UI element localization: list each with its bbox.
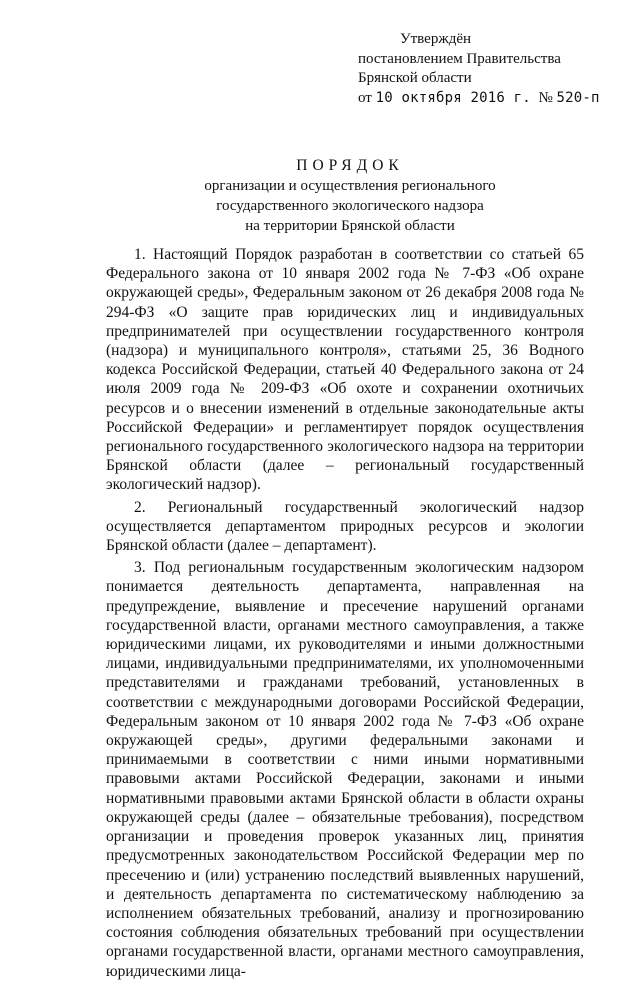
document-body <box>106 245 584 984</box>
approval-line-decree: постановлением Правительства <box>358 50 561 67</box>
approval-date-prefix: от <box>358 89 376 106</box>
approval-line-date <box>358 89 600 109</box>
approval-number-value: 520-п <box>556 89 600 106</box>
title-line-1: организации и осуществления регионального <box>204 178 496 194</box>
paragraph-1: 1. Настоящий Порядок разработан в соответствии со статьей 65 Федерального закона от 10 января 2002 года № 7-ФЗ «Об охране окружающей среды», Федеральным законом от 26 декабря 2008 года № 294-ФЗ «О защите прав юридических лиц и индивидуальных предпринимателей при осуществлении государственного контроля (надзора) и муниципального контроля», статьями 25, 36 Водного кодекса Российской Федерации, статьей 40 Федерального закона от 24 июля 2009 года № 209-ФЗ «Об охоте и сохранении охотничьих ресурсов и о внесении изменений в отдельные законодательные акты Российской Федерации» и регламентирует порядок осуществления регионального государственного экологического надзора на территории Брянской области (далее – региональный государственный экологический надзор). <box>106 246 584 494</box>
title-line-2: государственного экологического надзора <box>216 198 484 214</box>
title-heading: ПОРЯДОК <box>296 157 404 174</box>
document-title <box>150 156 550 236</box>
paragraph-3: 3. Под региональным государственным экологическим надзором понимается деятельность департамента, направленная на предупреждение, выявление и пресечение нарушений органами государственной власти, органами местного самоуправления, а также юридическими лицами, их руководителями и иными должностными лицами, индивидуальными предпринимателями, их уполномоченными представителями и гражданами требований, установленных в соответствии с международными договорами Российской Федерации, Федеральным законом от 10 января 2002 года № 7-ФЗ «Об охране окружающей среды», другими федеральными законами и принимаемыми в соответствии с ними иными нормативными правовыми актами Российской Федерации, законами и иными нормативными правовыми актами Брянской области в области охраны окружающей среды (далее – обязательные требования), посредством организации и проведения проверок указанных лиц, принятия предусмотренных законодательством Российской Федерации мер по пресечению и (или) устранению последствий выявленных нарушений, и деятельность департамента по систематическому наблюдению за исполнением обязательных требований, анализу и прогнозированию состояния соблюдения обязательных требований при осуществлении органами государственной власти, органами местного самоуправления, юридическими лица- <box>106 559 584 980</box>
approval-line-approved: Утверждён <box>400 31 472 47</box>
approval-line-region: Брянской области <box>358 70 472 86</box>
approval-date-value: 10 октября 2016 г. <box>375 89 531 106</box>
approval-stamp <box>358 30 600 108</box>
title-line-3: на территории Брянской области <box>245 218 455 234</box>
paragraph-2: 2. Региональный государственный экологический надзор осуществляется департаментом природных ресурсов и экологии Брянской области (далее – департамент). <box>106 498 584 555</box>
approval-number-sign: № <box>530 89 557 106</box>
